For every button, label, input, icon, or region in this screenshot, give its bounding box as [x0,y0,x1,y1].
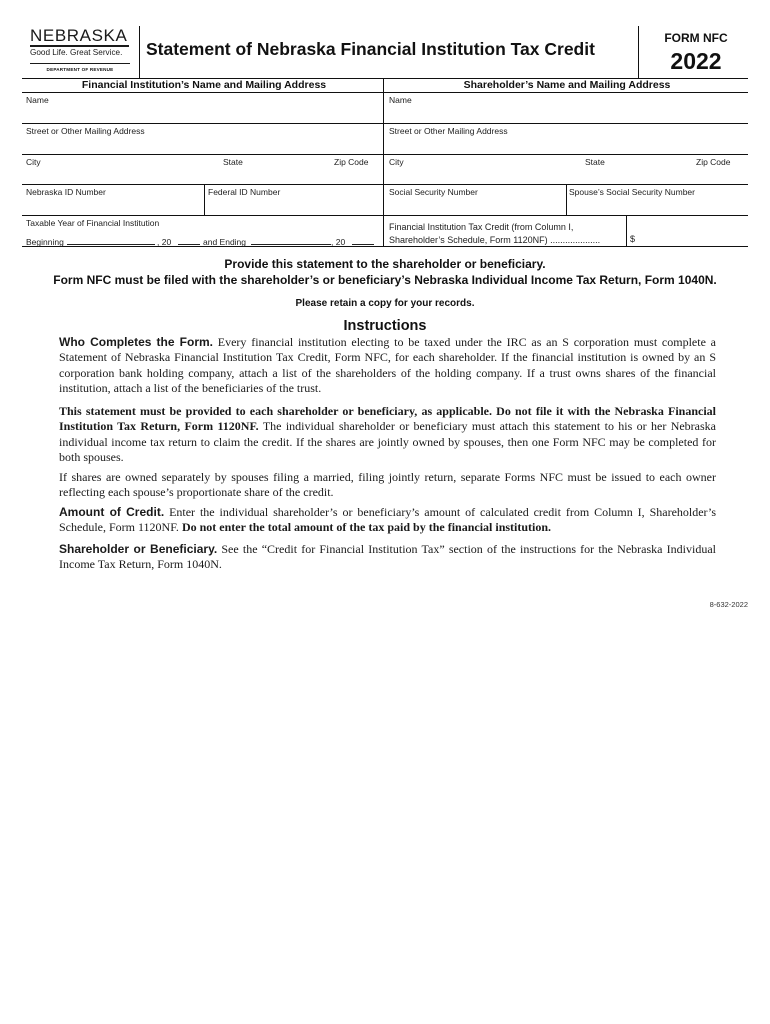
who-completes-paragraph [59,335,716,397]
who-completes-text: Every financial institution electing to be taxed under the IRC as an S corporation must complete a Statement of Nebraska Financial Institution Tax Credit, Form NFC, for each shareholder. If the financial institution is owned by an S corporation bank holding company, attach a list of the shareholders of the holding company. If a trust owns shares of the financial institution, attach a list of the beneficiaries of the trust. [59,335,717,396]
amount-of-credit-paragraph [59,505,716,536]
sh-spouse-ssn-label: Spouse’s Social Security Number [569,187,695,197]
beginning-label: Beginning [26,237,64,247]
amount-of-credit-bold: Do not enter the total amount of the tax paid by the financial institution. [181,520,552,535]
fi-city-label: City [26,157,41,167]
fi-federal-id-label: Federal ID Number [208,187,281,197]
center-divider [383,78,384,247]
form-title: Statement of Nebraska Financial Institution Tax Credit [146,39,595,59]
separate-ownership-paragraph [59,470,716,501]
instructions-heading: Instructions [343,318,427,334]
must-provide-bold: This statement must be provided to each shareholder or beneficiary, as applicable. Do not file it with the Nebraska Financial Institution Tax Return, Form 1120NF. [59,404,716,434]
beginning-date-blank[interactable] [67,244,155,245]
separate-ownership-text: If shares are owned separately by spouses filing a married, filing jointly return, separate Forms NFC must be issued to each owner reflecting each spouse’s proportionate share of the credit. [59,470,716,500]
shareholder-beneficiary-text: See the “Credit for Financial Institution Tax” section of the instructions for the Nebraska Individual Income Tax Return, Form 1040N. [59,542,716,572]
header-divider-right [638,26,639,78]
sh-city-label: City [389,157,404,167]
filing-requirement-notice: Form NFC must be filed with the shareholder’s or beneficiary’s Nebraska Individual Income Tax Return, Form 1040N. [53,273,717,287]
sh-state-label: State [585,157,605,167]
beginning-year-prefix: , 20 [157,237,172,247]
shareholder-beneficiary-paragraph [59,542,716,573]
credit-dollar-sign: $ [630,234,636,244]
fi-nebraska-id-label: Nebraska ID Number [26,187,106,197]
header-divider-left [139,26,140,78]
credit-amount-label [389,221,600,247]
amount-of-credit-text: Enter the individual shareholder’s or beneficiary’s amount of calculated credit from Column I, Shareholder’s Schedule, Form 1120NF. [59,505,716,535]
ending-year-blank[interactable] [352,244,374,245]
retain-copy-notice: Please retain a copy for your records. [295,298,475,309]
beginning-year-blank[interactable] [178,244,200,245]
financial-institution-heading: Financial Institution’s Name and Mailing Address [81,79,327,91]
credit-amount-divider [626,215,627,247]
ending-year-prefix: , 20 [331,237,346,247]
shareholder-beneficiary-lead: Shareholder or Beneficiary. [59,542,218,556]
sh-zip-label: Zip Code [696,157,731,167]
form-year: 2022 [670,48,722,74]
amount-of-credit-lead: Amount of Credit. [59,505,165,519]
nebraska-federal-divider [204,184,205,215]
shareholder-heading: Shareholder’s Name and Mailing Address [463,79,671,91]
credit-label-line2: Shareholder’s Schedule, Form 1120NF) .................... [389,235,601,245]
logo-wordmark: NEBRASKA [30,26,128,45]
rule-street [22,154,748,155]
credit-label-line1: Financial Institution Tax Credit (from Column I, [389,222,574,232]
and-ending-label: and Ending [203,237,247,247]
form-id: FORM NFC [664,31,728,45]
ssn-divider [566,184,567,215]
logo-underline [30,45,129,47]
taxable-year-label: Taxable Year of Financial Institution [26,218,160,228]
form-footer-code: 8-632-2022 [709,600,748,609]
provide-statement-notice: Provide this statement to the shareholder or beneficiary. [224,257,546,271]
ending-date-blank[interactable] [251,244,331,245]
fi-state-label: State [223,157,243,167]
fi-street-label: Street or Other Mailing Address [26,126,145,136]
logo-tagline: Good Life. Great Service. [30,48,123,57]
sh-name-label: Name [389,95,412,105]
fi-name-label: Name [26,95,49,105]
sh-ssn-label: Social Security Number [389,187,478,197]
fi-zip-label: Zip Code [334,157,369,167]
sh-street-label: Street or Other Mailing Address [389,126,508,136]
must-provide-paragraph [59,404,716,466]
rule-headings [22,92,748,93]
must-provide-text: The individual shareholder or beneficiary must attach this statement to his or her Nebraska individual income tax return to claim the credit. If the shares are jointly owned by spouses, then one Form NFC may be completed for both spouses. [59,419,717,465]
nebraska-revenue-logo [28,26,134,78]
rule-ids [22,215,748,216]
who-completes-lead: Who Completes the Form. [59,335,213,349]
logo-department: DEPARTMENT OF REVENUE [30,63,130,72]
rule-name [22,123,748,124]
rule-city [22,184,748,185]
